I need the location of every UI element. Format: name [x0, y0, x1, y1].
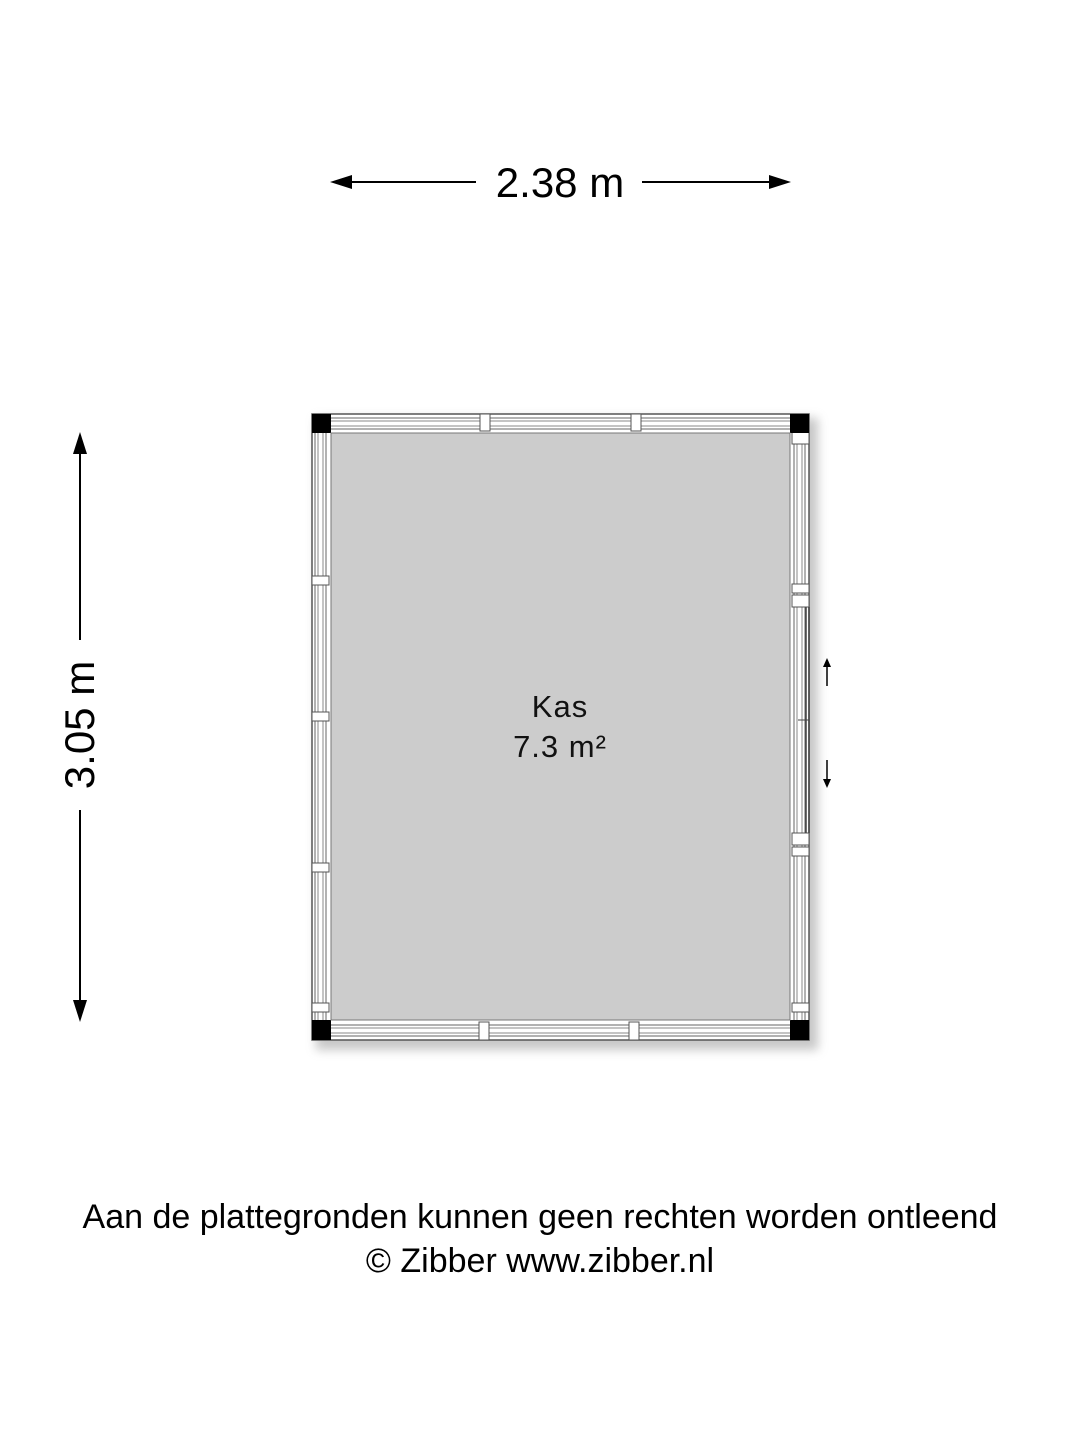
room-kas-floor [331, 433, 790, 1020]
height-dimension-label: 3.05 m [56, 660, 103, 790]
copyright-text: © Zibber www.zibber.nl [365, 1242, 715, 1280]
sliding-door-arrows-icon [823, 658, 831, 788]
room-name: Kas [531, 689, 589, 724]
disclaimer-text: Aan de plattegronden kunnen geen rechten worden ontleend [82, 1198, 998, 1236]
width-dimension-label: 2.38 m [495, 159, 625, 206]
room-area: 7.3 m² [513, 729, 607, 764]
